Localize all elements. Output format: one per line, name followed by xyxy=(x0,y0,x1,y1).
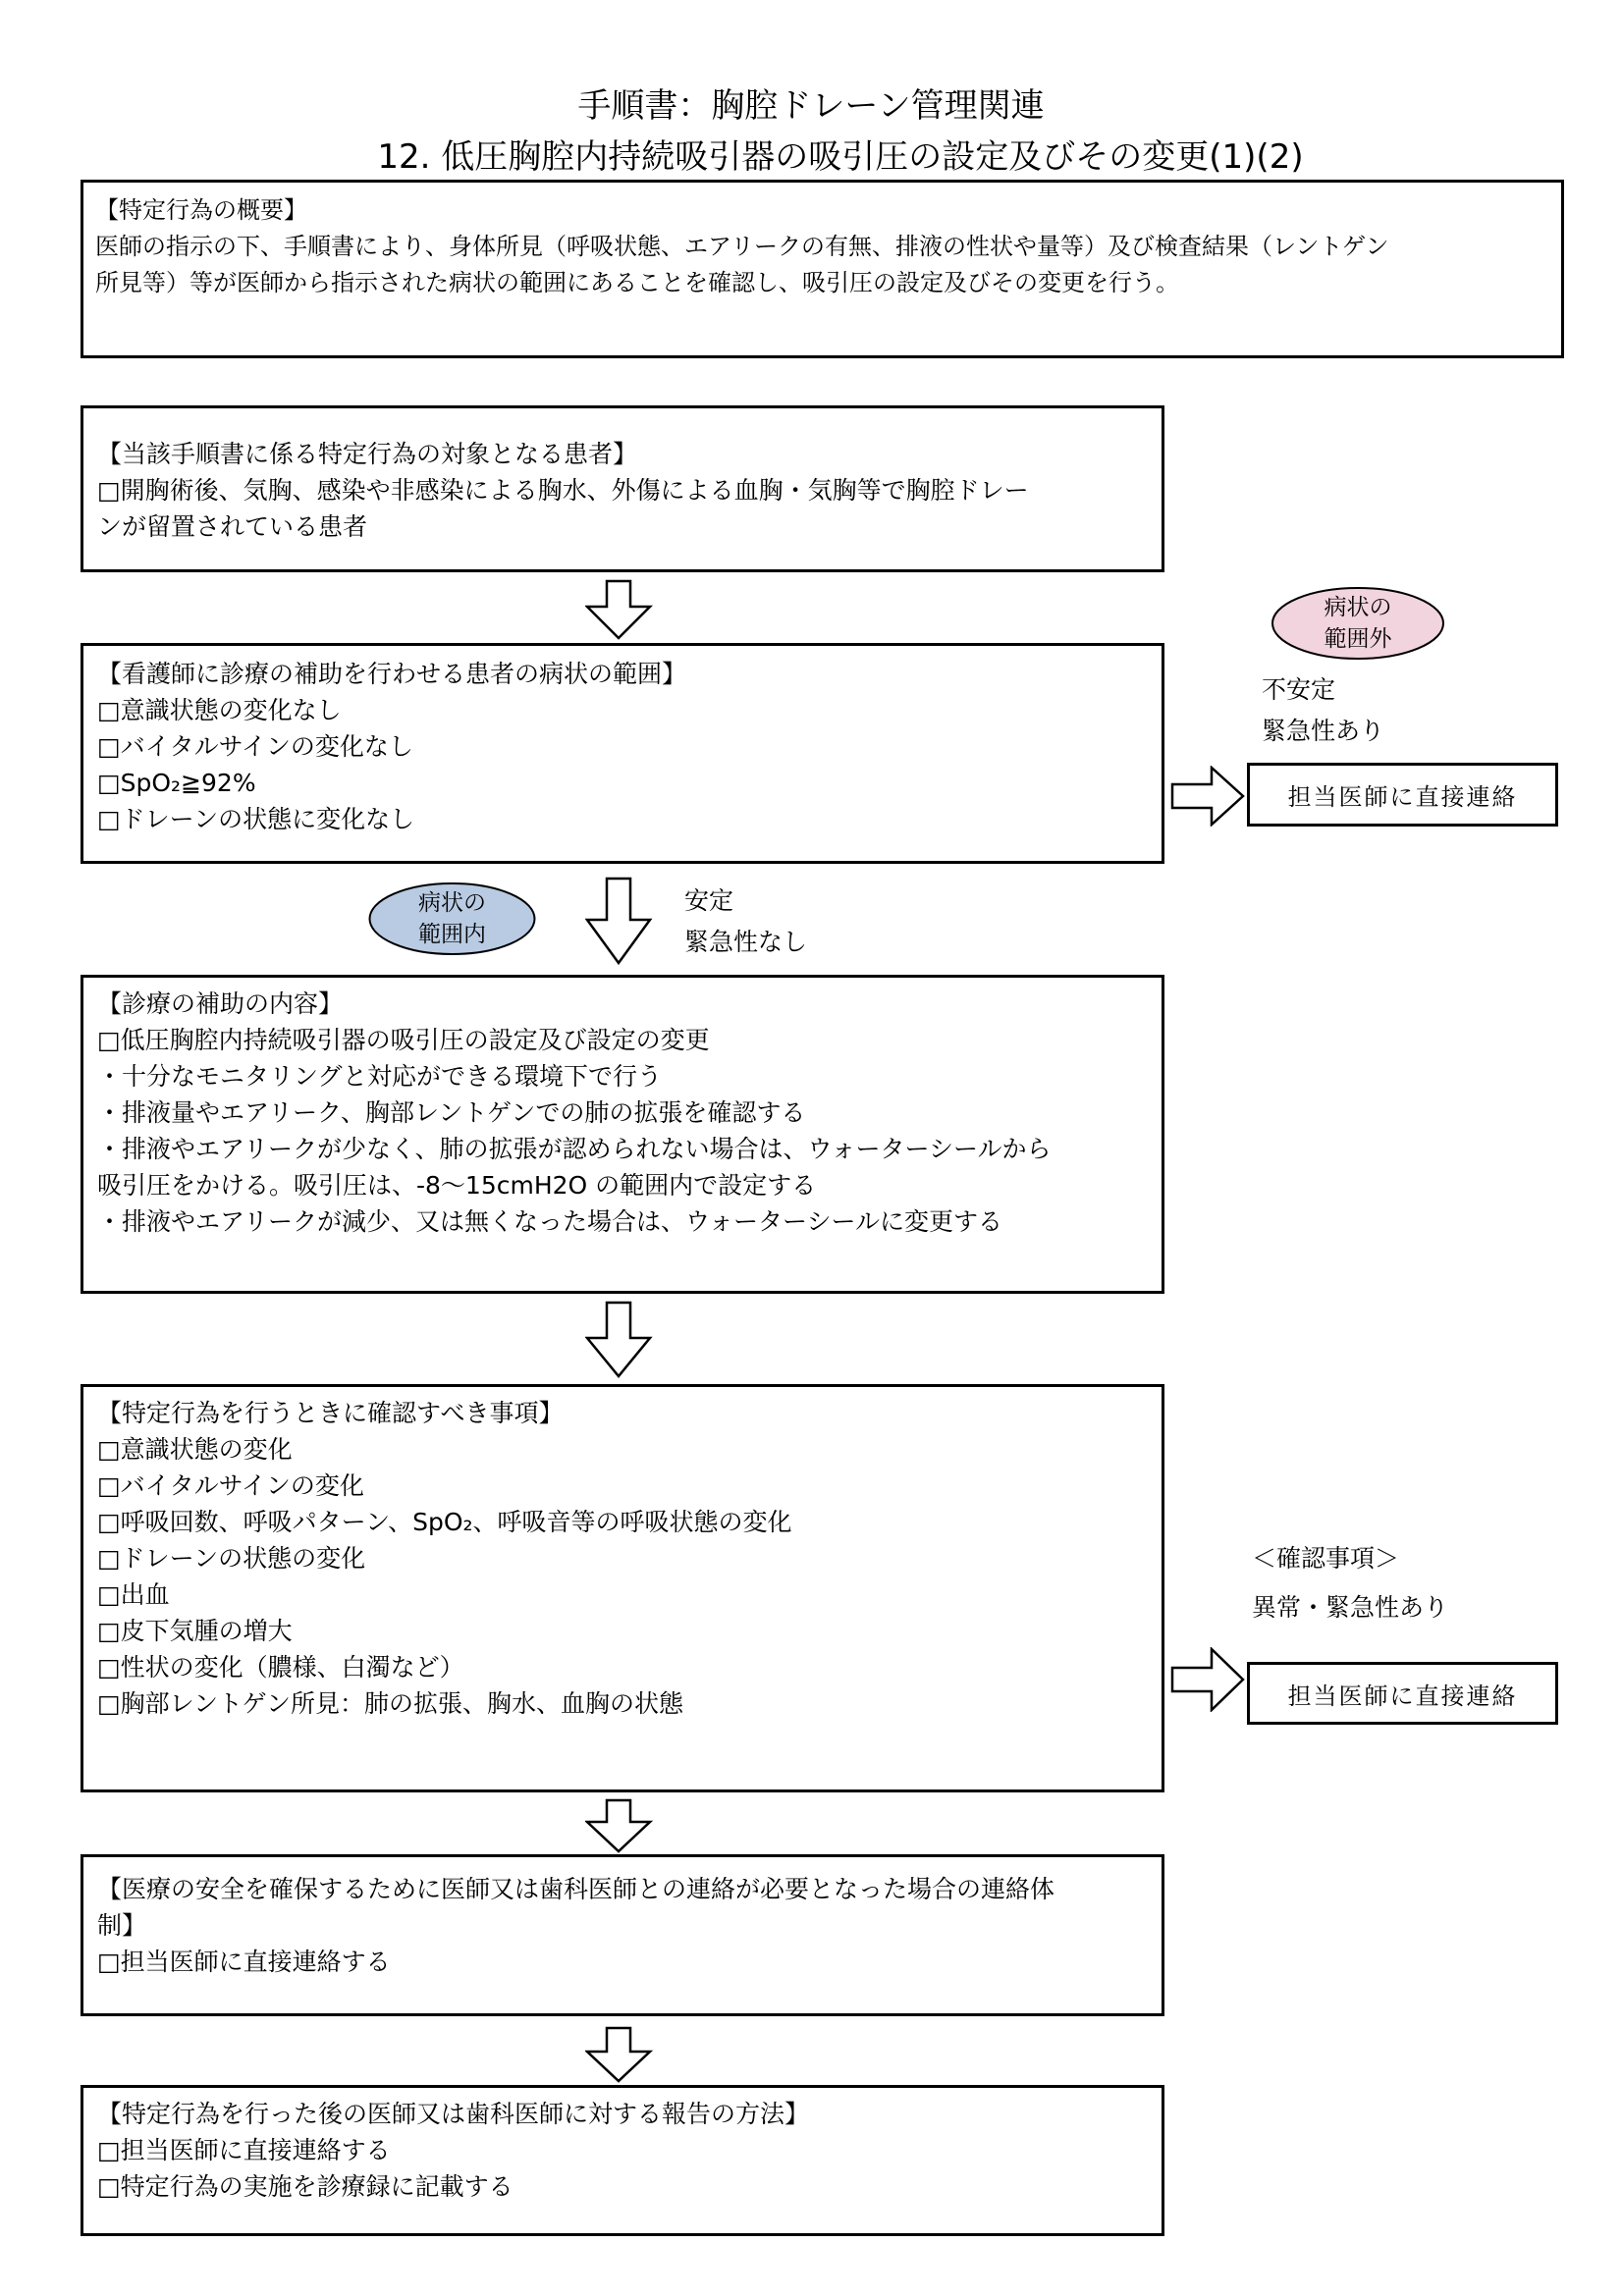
in-range-label: 病状の xyxy=(418,890,486,916)
target-patients-heading: 【当該手順書に係る特定行為の対象となる患者】 xyxy=(97,440,638,468)
report-method-heading: 【特定行為を行った後の医師又は歯科医師に対する報告の方法】 xyxy=(97,2100,810,2128)
status-unstable: 不安定 xyxy=(1262,675,1336,704)
target-patients-box xyxy=(81,405,1164,572)
checklist-item: □ドレーンの状態の変化 xyxy=(97,1544,366,1573)
contact-doctor-box: 担当医師に直接連絡 xyxy=(1247,1662,1558,1725)
overview-box xyxy=(81,180,1564,358)
contact-system-box xyxy=(81,1854,1164,2016)
checklist-item: □ドレーンの状態に変化なし xyxy=(97,805,415,833)
contact-system-heading: 制】 xyxy=(97,1911,147,1940)
in-range-ellipse xyxy=(366,881,538,957)
check-items-label: ＜確認事項＞ xyxy=(1252,1544,1400,1573)
status-urgent: 緊急性あり xyxy=(1262,717,1385,745)
checklist-item: □特定行為の実施を診療録に記載する xyxy=(97,2172,514,2201)
status-not-urgent: 緊急性なし xyxy=(684,928,808,956)
out-of-range-label: 病状の xyxy=(1324,595,1392,620)
assist-content-line: ・排液量やエアリーク、胸部レントゲンでの肺の拡張を確認する xyxy=(97,1098,806,1127)
checklist-item: □担当医師に直接連絡する xyxy=(97,1948,391,1976)
check-items-box xyxy=(81,1384,1164,1792)
checklist-item: □意識状態の変化なし xyxy=(97,696,342,724)
in-range-label: 範囲内 xyxy=(418,922,486,947)
overview-heading: 【特定行為の概要】 xyxy=(95,196,307,224)
condition-range-box xyxy=(81,643,1164,864)
report-method-box xyxy=(81,2085,1164,2236)
assist-content-line: ・排液やエアリークが少なく、肺の拡張が認められない場合は、ウォーターシールから xyxy=(97,1135,1052,1163)
in-range-status xyxy=(684,881,807,963)
arrow-down-icon xyxy=(585,877,654,965)
arrow-down-icon xyxy=(585,1798,654,1853)
contact-doctor-box: 担当医師に直接連絡 xyxy=(1247,763,1558,827)
status-abnormal-urgent: 異常・緊急性あり xyxy=(1252,1593,1449,1622)
contact-system-heading: 【医療の安全を確保するために医師又は歯科医師との連絡が必要となった場合の連絡体 xyxy=(97,1875,1055,1903)
checklist-item: □意識状態の変化 xyxy=(97,1435,293,1464)
document-title: 手順書：胸腔ドレーン管理関連 xyxy=(577,86,1045,126)
arrow-down-icon xyxy=(585,1301,654,1379)
assist-content-box xyxy=(81,975,1164,1294)
check-abnormal-text xyxy=(1252,1538,1448,1629)
checklist-item: □皮下気腫の増大 xyxy=(97,1617,293,1645)
assist-content-line: □低圧胸腔内持続吸引器の吸引圧の設定及び設定の変更 xyxy=(97,1026,710,1054)
assist-content-line: ・排液やエアリークが減少、又は無くなった場合は、ウォーターシールに変更する xyxy=(97,1207,1003,1236)
checklist-item: □胸部レントゲン所見：肺の拡張、胸水、血胸の状態 xyxy=(97,1689,683,1718)
checklist-item: □SpO₂≧92% xyxy=(97,769,256,797)
out-of-range-status xyxy=(1262,669,1384,752)
out-of-range-label: 範囲外 xyxy=(1324,626,1392,652)
checklist-item: □バイタルサインの変化なし xyxy=(97,732,413,761)
arrow-right-icon xyxy=(1170,766,1247,827)
document-subtitle: 12. 低圧胸腔内持続吸引器の吸引圧の設定及びその変更(1)(2) xyxy=(377,137,1304,177)
overview-text: 医師の指示の下、手順書により、身体所見（呼吸状態、エアリークの有無、排液の性状や量等）及び検査結果（レントゲン xyxy=(95,233,1389,260)
checklist-item: □呼吸回数、呼吸パターン、SpO₂、呼吸音等の呼吸状態の変化 xyxy=(97,1508,792,1536)
checklist-item: □バイタルサインの変化 xyxy=(97,1471,364,1500)
condition-range-heading: 【看護師に診療の補助を行わせる患者の病状の範囲】 xyxy=(97,660,687,688)
arrow-right-icon xyxy=(1170,1647,1247,1712)
assist-content-heading: 【診療の補助の内容】 xyxy=(97,989,344,1018)
overview-text: 所見等）等が医師から指示された病状の範囲にあることを確認し、吸引圧の設定及びその変更を行う。 xyxy=(95,269,1179,296)
target-patients-text: ンが留置されている患者 xyxy=(97,512,368,541)
assist-content-line: ・十分なモニタリングと対応ができる環境下で行う xyxy=(97,1062,663,1091)
checklist-item: □担当医師に直接連絡する xyxy=(97,2136,391,2164)
status-stable: 安定 xyxy=(684,886,734,915)
check-items-heading: 【特定行為を行うときに確認すべき事項】 xyxy=(97,1399,564,1427)
arrow-down-icon xyxy=(585,2026,654,2083)
arrow-down-icon xyxy=(585,579,654,640)
out-of-range-ellipse xyxy=(1270,585,1446,662)
checklist-item: □出血 xyxy=(97,1580,170,1609)
checklist-item: □性状の変化（膿様、白濁など） xyxy=(97,1653,464,1682)
target-patients-text: □開胸術後、気胸、感染や非感染による胸水、外傷による血胸・気胸等で胸腔ドレー xyxy=(97,476,1029,505)
assist-content-line: 吸引圧をかける。吸引圧は、-8～15cmH2O の範囲内で設定する xyxy=(97,1171,817,1200)
